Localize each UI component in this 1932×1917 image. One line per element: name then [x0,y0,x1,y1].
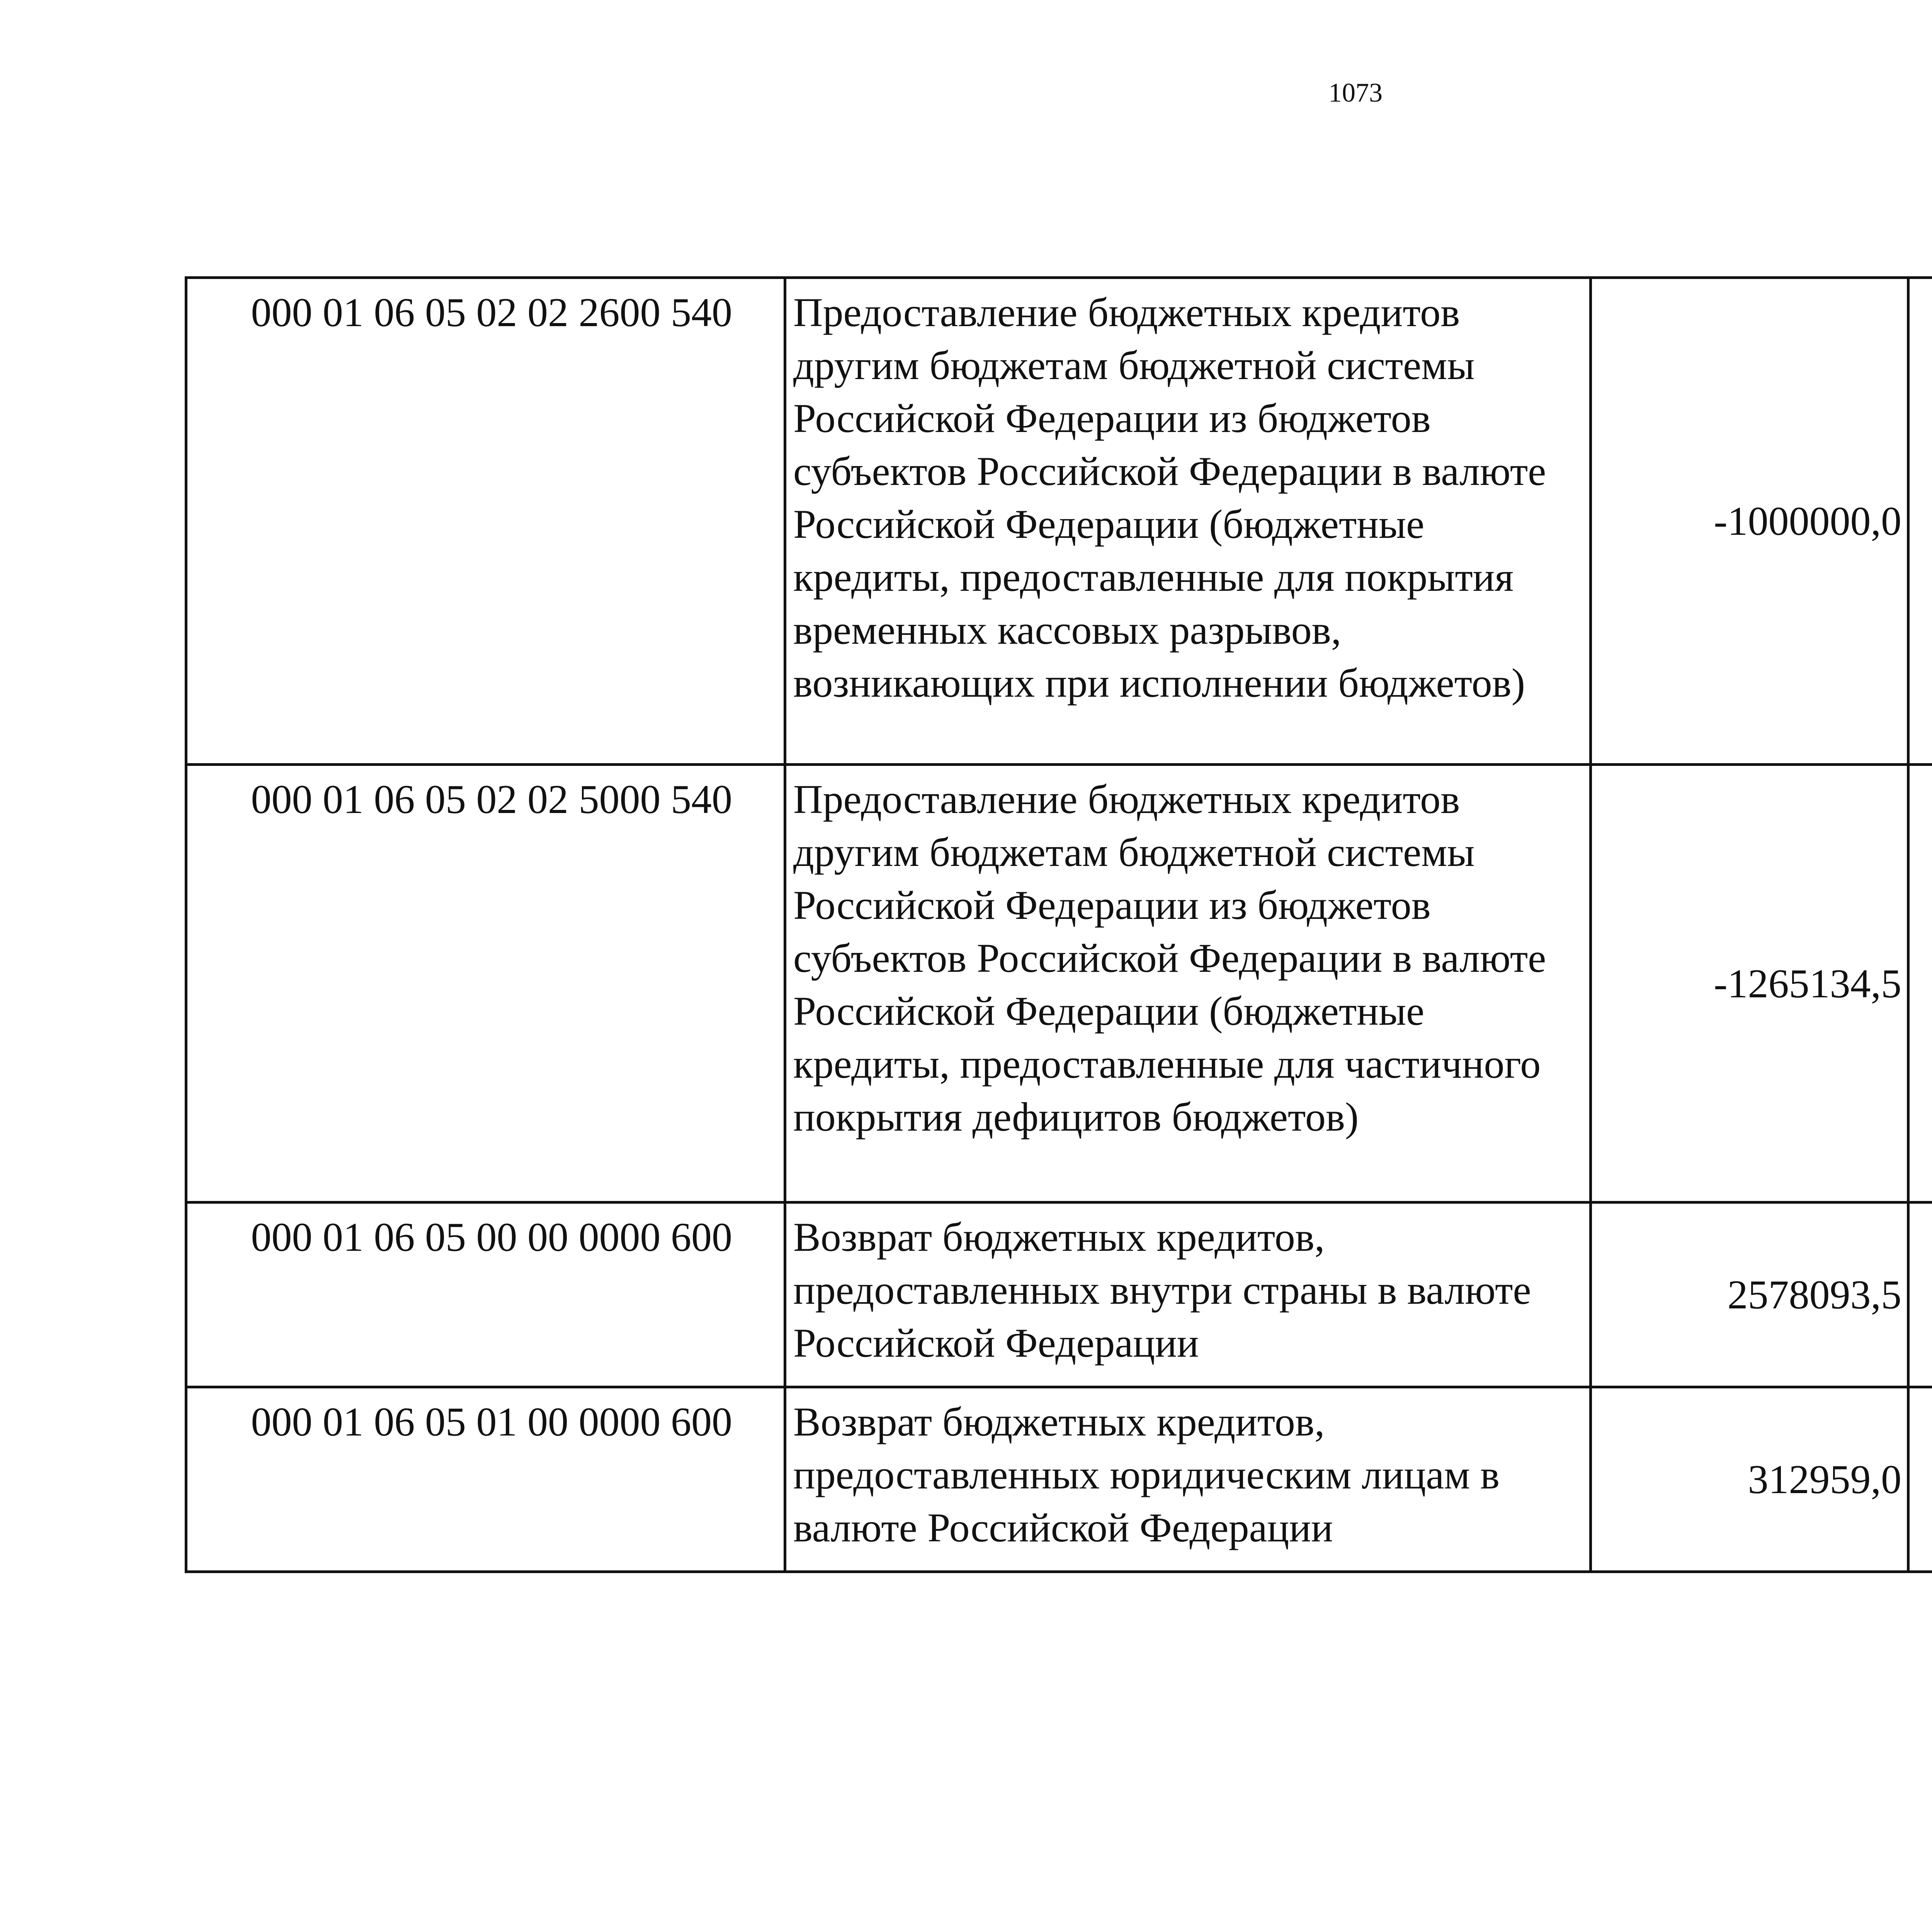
table-row [186,278,1932,765]
row-description: Предоставление бюджетных кредитов другим бюджетам бюджетной системы Российской Федерации из бюджетов субъектов Российской Федерации в валюте Российской Федерации (бюджетные кредиты, предоставленные для покрытия временных кассовых разрывов, возникающих при исполнении бюджетов) [785,278,1591,765]
budget-sources-table [185,276,1932,1573]
value-column-1: 312959,0 [1591,1387,1908,1572]
table-row [186,765,1932,1203]
classification-code: 000 01 06 05 02 02 5000 540 [186,765,785,1203]
value-column-2 [1908,765,1932,1203]
classification-code: 000 01 06 05 02 02 2600 540 [186,278,785,765]
row-description: Возврат бюджетных кредитов, предоставленных юридическим лицам в валюте Российской Федерации [785,1387,1591,1572]
page-number: 1073 [1328,78,1383,108]
value-column-1: -1265134,5 [1591,765,1908,1203]
value-column-2 [1908,278,1932,765]
row-description: Возврат бюджетных кредитов, предоставленных внутри страны в валюте Российской Федерации [785,1203,1591,1387]
classification-code: 000 01 06 05 00 00 0000 600 [186,1203,785,1387]
row-description: Предоставление бюджетных кредитов другим бюджетам бюджетной системы Российской Федерации из бюджетов субъектов Российской Федерации в валюте Российской Федерации (бюджетные кредиты, предоставленные для частичного покрытия дефицитов бюджетов) [785,765,1591,1203]
value-column-1: 2578093,5 [1591,1203,1908,1387]
table-row [186,1203,1932,1387]
value-column-2 [1908,1203,1932,1387]
classification-code: 000 01 06 05 01 00 0000 600 [186,1387,785,1572]
value-column-1: -1000000,0 [1591,278,1908,765]
table-row [186,1387,1932,1572]
value-column-2 [1908,1387,1932,1572]
